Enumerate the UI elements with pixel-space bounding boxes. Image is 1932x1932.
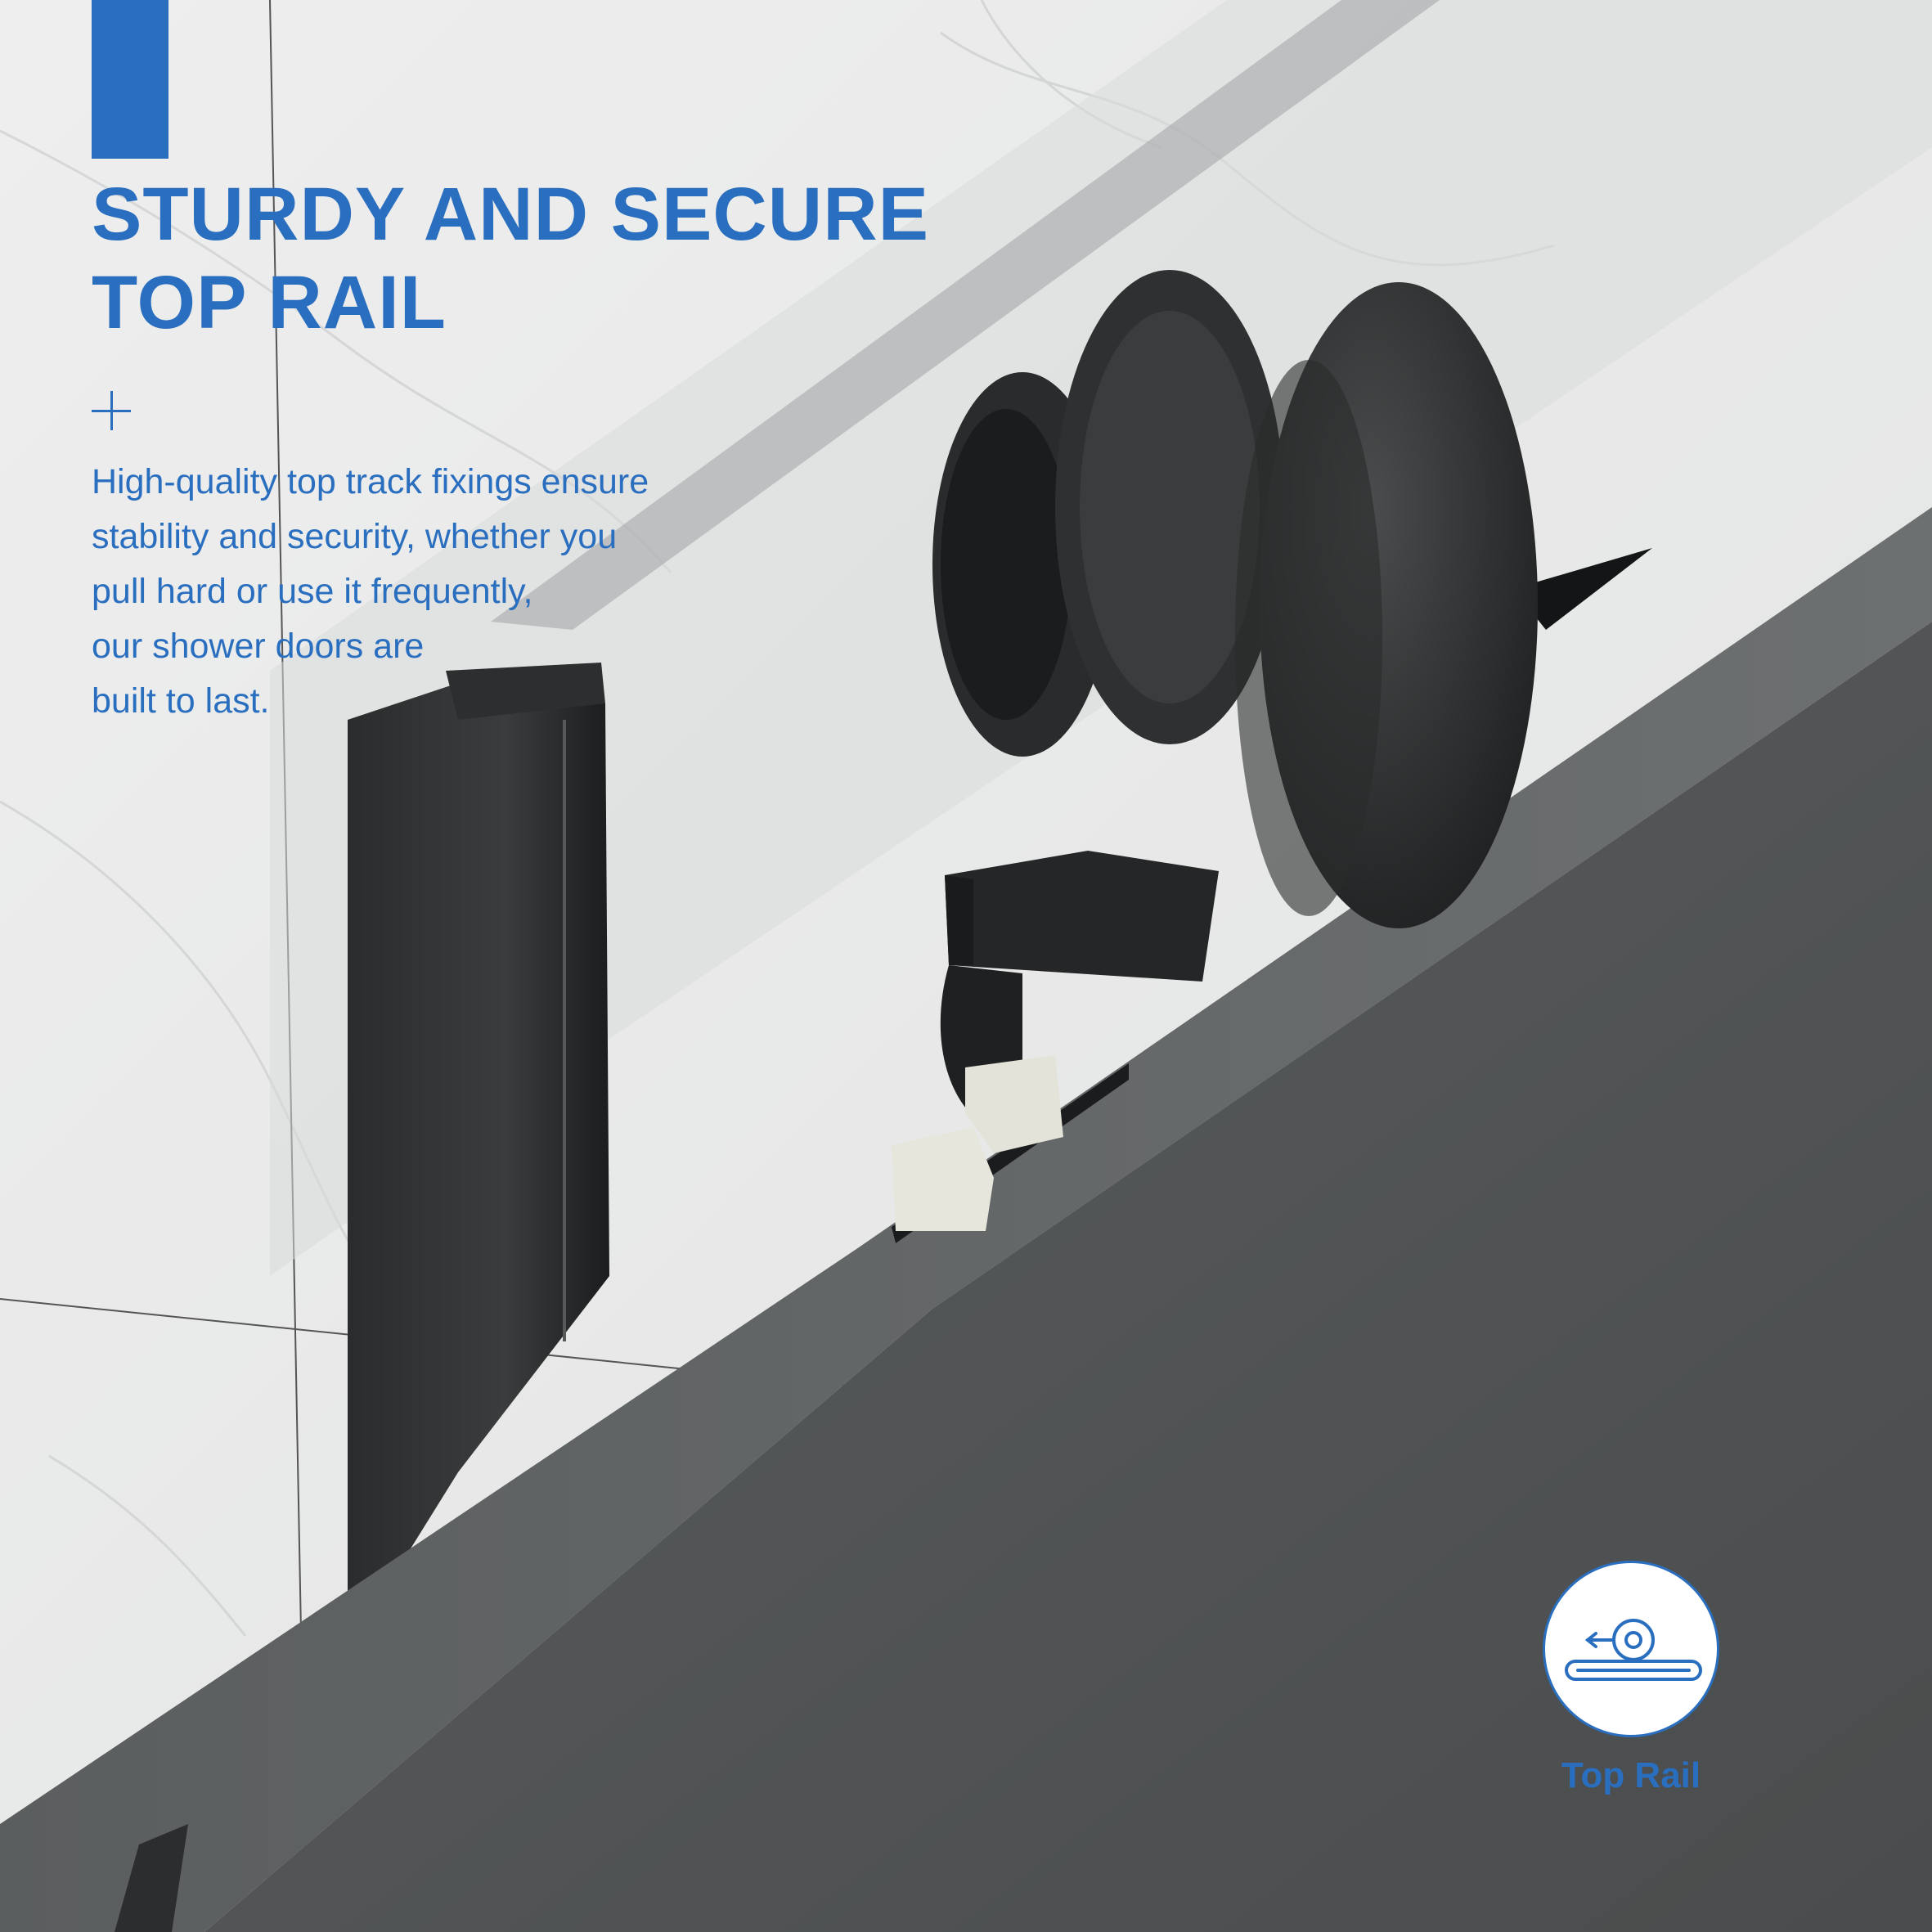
- badge-label: Top Rail: [1561, 1755, 1701, 1795]
- headline-line-1: STURDY AND SECURE: [92, 173, 930, 256]
- headline: [92, 170, 991, 347]
- stopper-block: [892, 1127, 994, 1231]
- roller-bracket: [945, 851, 1219, 982]
- body-line-4: our shower doors are: [92, 627, 425, 666]
- body-line-2: stability and security, whether you: [92, 517, 618, 556]
- body-line-5: built to last.: [92, 681, 270, 721]
- top-rail-roller-icon: [1545, 1563, 1717, 1735]
- body-line-1: High-quality top track fixings ensure: [92, 462, 649, 501]
- top-rail-badge: [1543, 1561, 1719, 1737]
- plus-icon: [92, 391, 131, 430]
- headline-line-2: TOP RAIL: [92, 261, 447, 344]
- body-line-3: pull hard or use it frequently,: [92, 572, 533, 611]
- body-copy: [92, 455, 762, 729]
- accent-bar: [92, 0, 168, 159]
